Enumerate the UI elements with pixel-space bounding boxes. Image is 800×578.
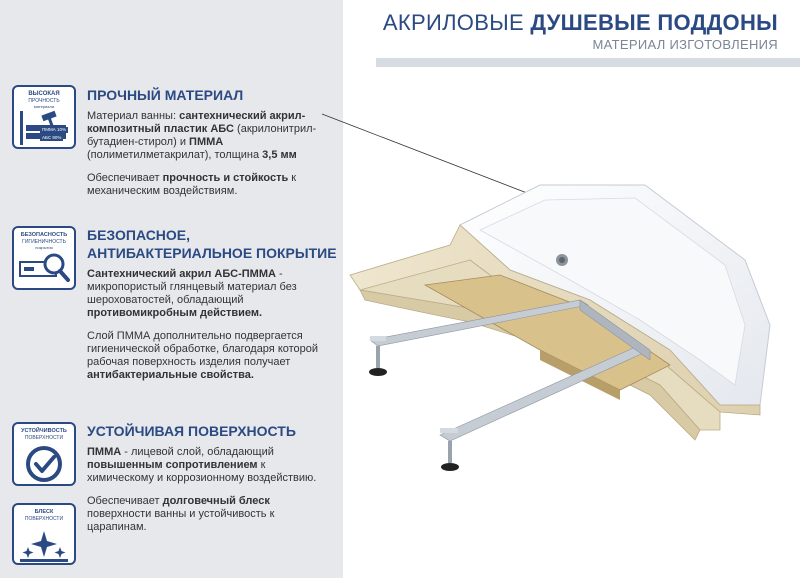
section-title: УСТОЙЧИВАЯ ПОВЕРХНОСТЬ	[87, 423, 296, 439]
section-title: ПРОЧНЫЙ МАТЕРИАЛ	[87, 87, 244, 103]
section-text: Материал ванны: сантехнический акрил-композитный пластик АБС (акрилонитрил-бутадиен-стирол) и ПММА (полиметилметакрилат), толщина 3,5 мм Обеспечивает прочность и стойкость к механическим воздействиям.	[87, 110, 317, 197]
page-subtitle: МАТЕРИАЛ ИЗГОТОВЛЕНИЯ	[592, 37, 778, 52]
strength-badge: ВЫСОКАЯ ПРОЧНОСТЬ материала ПММА 10% АБС 90%	[12, 85, 76, 149]
gloss-badge: БЛЕСК ПОВЕРХНОСТИ	[12, 503, 76, 565]
section-text: Сантехнический акрил АБС-ПММА - микропористый глянцевый материал без шероховатостей, обладающий противомикробным действием. Слой ПММА дополнительно подвергается гигиенической обработке, благодаря которой рабочая поверхность изделия получает антибактериальные свойства.	[87, 268, 319, 381]
section-title-line2: АНТИБАКТЕРИАЛЬНОЕ ПОКРЫТИЕ	[87, 245, 337, 261]
section-text: ПММА - лицевой слой, обладающий повышенным сопротивлением к химическому и коррозионному воздействию. Обеспечивает долговечный блеск поверхности ванны и устойчивость к царапинам.	[87, 446, 317, 533]
page-title: АКРИЛОВЫЕ ДУШЕВЫЕ ПОДДОНЫ	[382, 10, 778, 35]
hygiene-badge: БЕЗОПАСНОСТЬ ГИГИЕНИЧНОСТЬ покрытия	[12, 226, 76, 290]
shower-tray-illustration	[340, 150, 800, 530]
section-title-line1: БЕЗОПАСНОЕ,	[87, 227, 191, 243]
stability-badge: УСТОЙЧИВОСТЬ ПОВЕРХНОСТИ	[12, 422, 76, 486]
